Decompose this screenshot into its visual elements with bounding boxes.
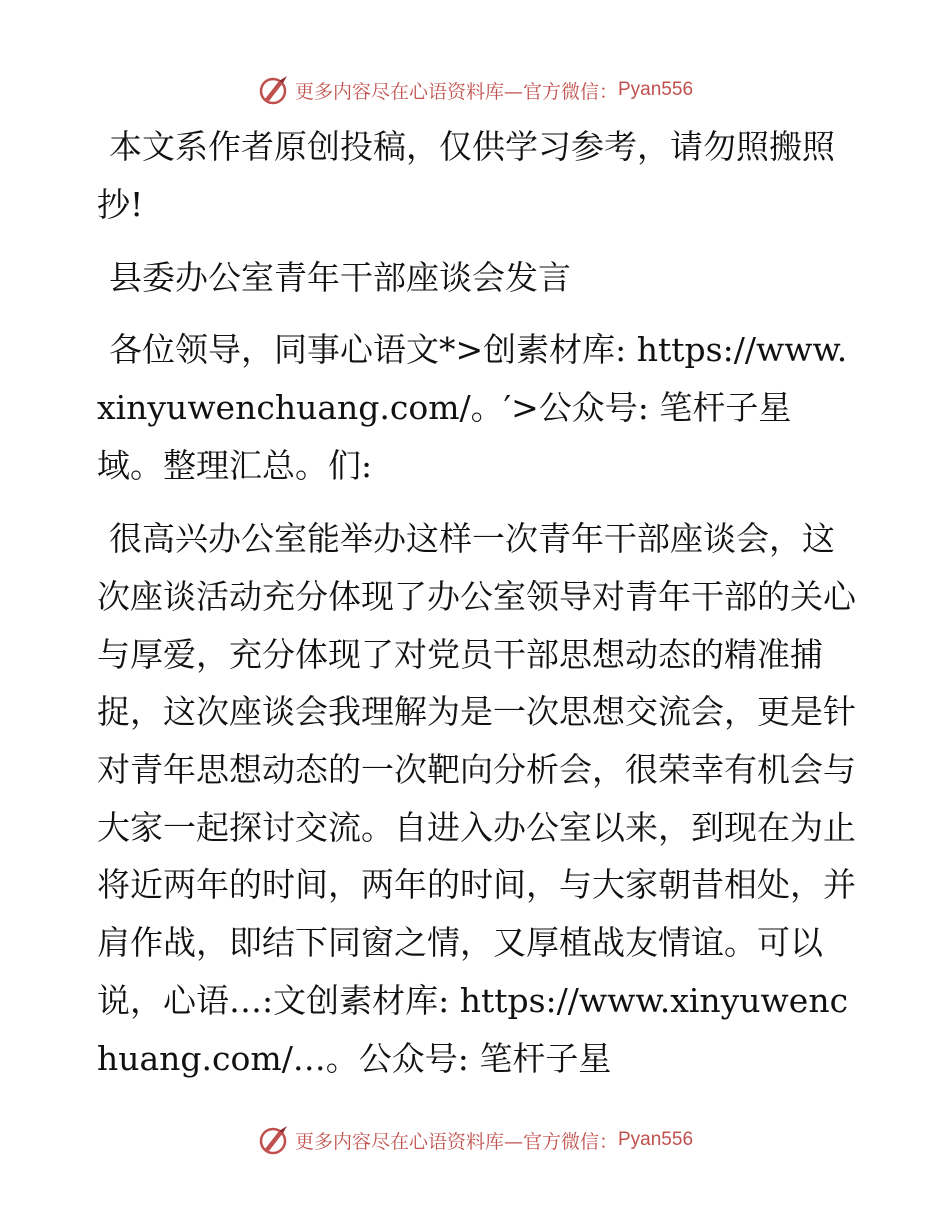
banner-text: 更多内容尽在心语资料库—官方微信： — [294, 80, 618, 103]
document-body — [97, 118, 857, 1103]
greeting-paragraph: 各位领导，同事心语文*>创素材库: https://www.xinyuwenchuang.com/。′>公众号: 笔杆子星域。整理汇总。们: — [97, 330, 848, 485]
banner-wechat-id: Pyan556 — [618, 79, 694, 100]
body-paragraph: 很高兴办公室能举办这样一次青年干部座谈会，这次座谈活动充分体现了办公室领导对青年干部的关心与厚爱，充分体现了对党员干部思想动态的精准捕捉，这次座谈会我理解为是一次思想交流会，更是针对青年思想动态的一次靶向分析会，很荣幸有机会与大家一起探讨交流。自进入办公室以来，到现在为止将近两年的时间，两年的时间，与大家朝昔相处，并肩作战，即结下同窗之情，又厚植战友情谊。可以说，心语…:文创素材库: https://www.xinyuwenchuang.com/…。公众号: 笔杆子星 — [97, 519, 856, 1078]
quill-pen-logo-icon — [257, 73, 291, 107]
document-title: 县委办公室青年干部座谈会发言 — [109, 258, 571, 298]
notice-paragraph: 本文系作者原创投稿，仅供学习参考，请勿照搬照抄! — [97, 127, 835, 224]
quill-pen-logo-icon — [257, 1123, 291, 1157]
footer-banner — [0, 1120, 950, 1160]
banner-wechat-id: Pyan556 — [618, 1129, 694, 1150]
banner-text: 更多内容尽在心语资料库—官方微信： — [294, 1130, 618, 1153]
header-banner — [0, 70, 950, 110]
